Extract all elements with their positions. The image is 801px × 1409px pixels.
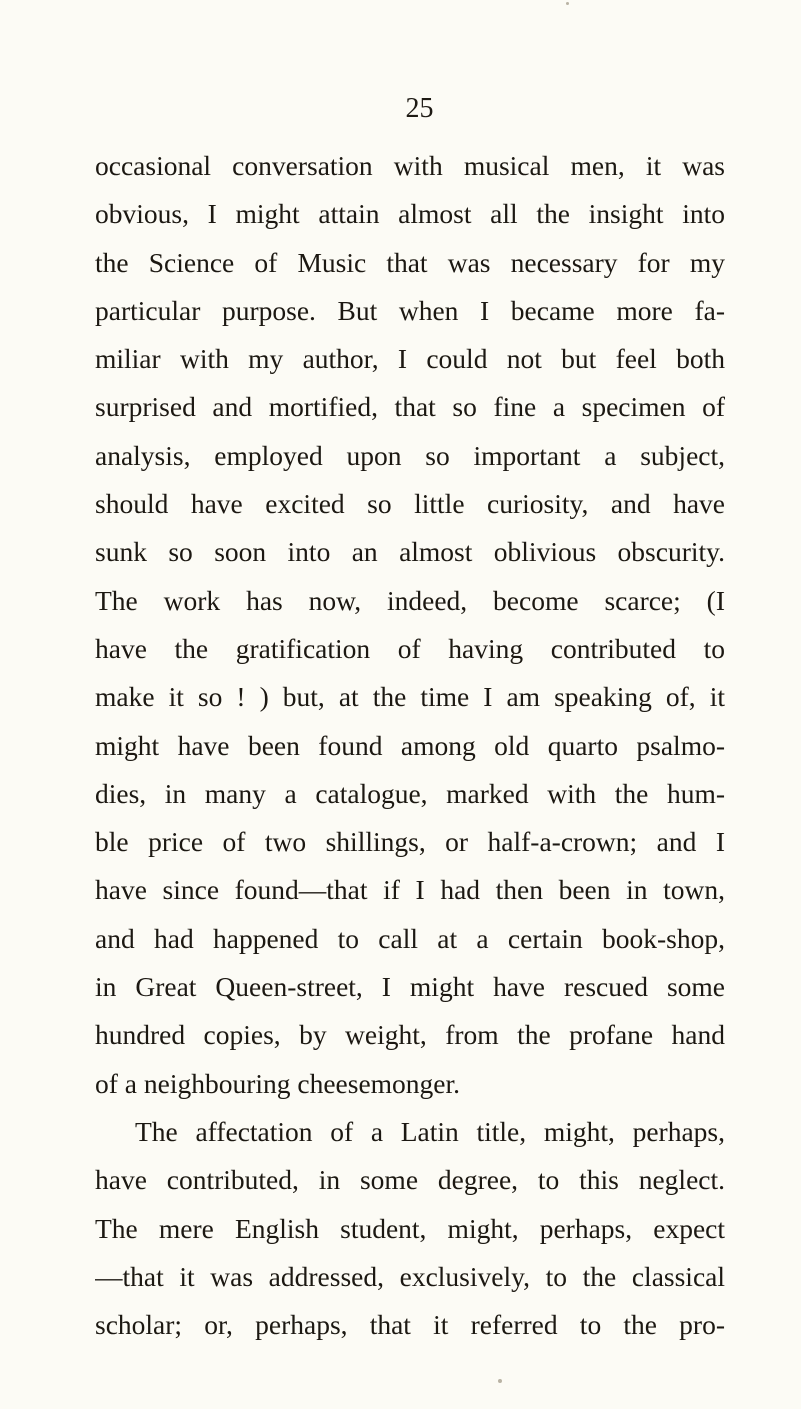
body-text (95, 142, 725, 1349)
text-line: sunk so soon into an almost oblivious obscurity. (95, 536, 725, 568)
text-line: hundred copies, by weight, from the profane hand (95, 1019, 725, 1051)
text-line: surprised and mortified, that so fine a specimen of (95, 391, 725, 423)
text-line: obvious, I might attain almost all the insight into (95, 198, 725, 230)
text-line: scholar; or, perhaps, that it referred to the pro- (95, 1309, 725, 1341)
text-line: The affectation of a Latin title, might, perhaps, (135, 1115, 725, 1147)
text-line: ble price of two shillings, or half-a-crown; and I (95, 826, 725, 858)
text-line: occasional conversation with musical men, it was (95, 150, 725, 181)
paragraph-1 (95, 142, 725, 1108)
text-line: and had happened to call at a certain book-shop, (95, 922, 725, 954)
text-line: analysis, employed upon so important a subject, (95, 439, 725, 471)
text-line: make it so ! ) but, at the time I am speaking of, it (95, 681, 725, 713)
text-line: —that it was addressed, exclusively, to the classical (95, 1260, 725, 1292)
text-line: The work has now, indeed, become scarce; (I (95, 584, 725, 616)
paragraph-2 (95, 1108, 725, 1349)
text-line: have contributed, in some degree, to this neglect. (95, 1164, 725, 1196)
text-line: The mere English student, might, perhaps, expect (95, 1212, 725, 1244)
paper-speck (498, 1379, 502, 1383)
text-line: of a neighbouring cheesemonger. (95, 1067, 461, 1099)
text-line: particular purpose. But when I became more fa- (95, 294, 725, 326)
text-line: have the gratification of having contributed to (95, 632, 725, 664)
paper-speck (566, 2, 569, 5)
text-line: have since found—that if I had then been in town, (95, 874, 725, 906)
text-line: should have excited so little curiosity, and have (95, 488, 725, 520)
page-number: 25 (405, 93, 434, 124)
text-line: might have been found among old quarto psalmo- (95, 729, 725, 761)
text-line: the Science of Music that was necessary for my (95, 246, 725, 278)
text-line: miliar with my author, I could not but feel both (95, 343, 725, 375)
text-line: in Great Queen-street, I might have rescued some (95, 971, 725, 1003)
text-line: dies, in many a catalogue, marked with the hum- (95, 777, 725, 809)
